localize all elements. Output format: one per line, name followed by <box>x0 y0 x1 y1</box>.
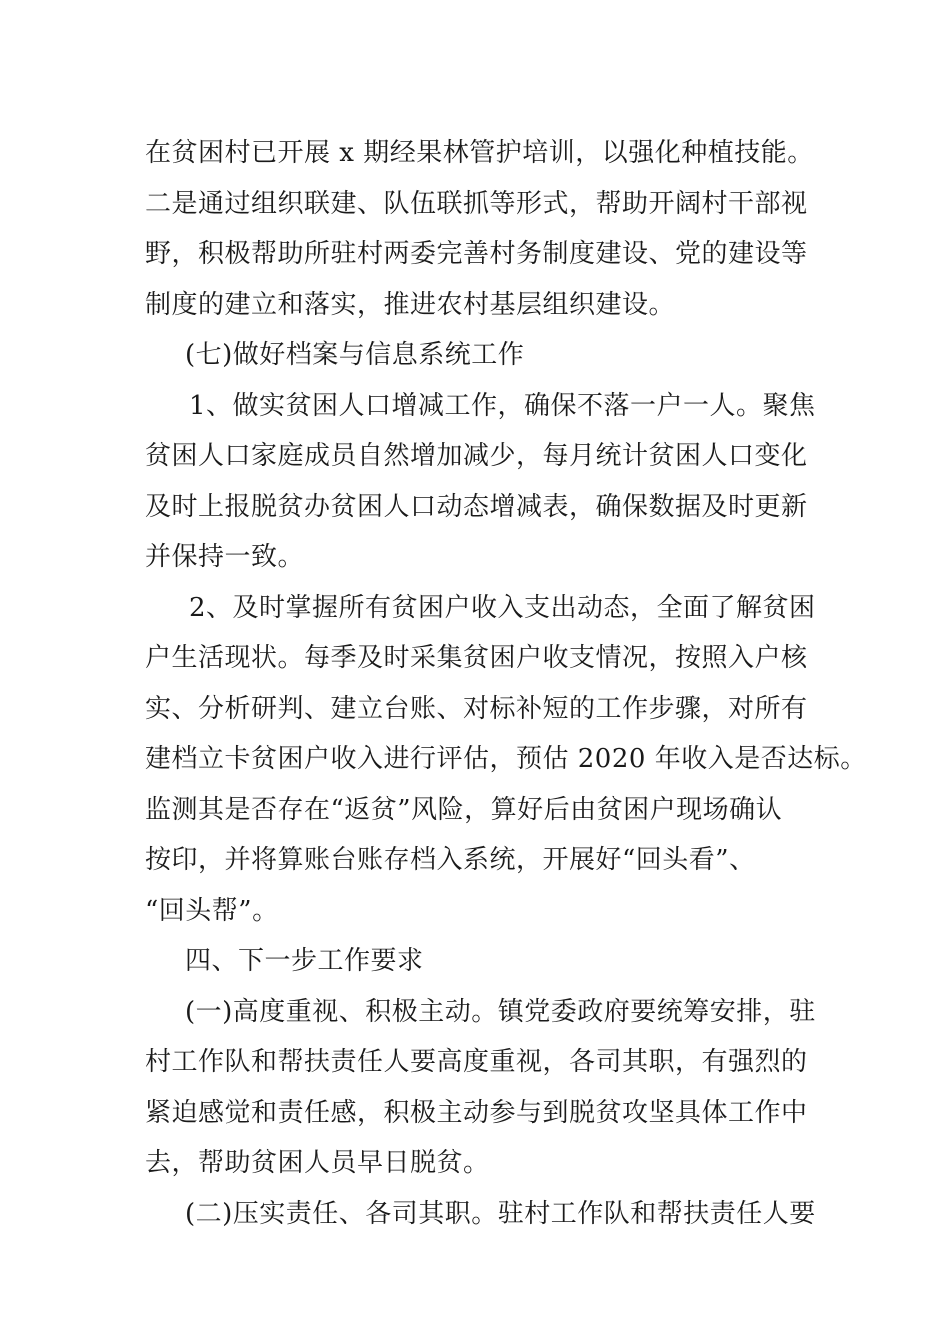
text-line: 在贫困村已开展 x 期经果林管护培训，以强化种植技能。 <box>145 138 814 168</box>
text-line: 按印，并将算账台账存档入系统，开展好“回头看”、 <box>145 845 756 875</box>
paragraph-start: (二)压实责任、各司其职。驻村工作队和帮扶责任人要 <box>185 1198 816 1229</box>
paragraph-start: 2、及时掌握所有贫困户收入支出动态，全面了解贫困 <box>189 592 816 623</box>
text-line: “回头帮”。 <box>145 895 279 926</box>
text-line: 监测其是否存在“返贫”风险，算好后由贫困户现场确认 <box>145 794 783 825</box>
text-line: 村工作队和帮扶责任人要高度重视，各司其职，有强烈的 <box>145 1047 808 1077</box>
text-line: 去，帮助贫困人员早日脱贫。 <box>145 1148 490 1178</box>
text-line: 制度的建立和落实，推进农村基层组织建设。 <box>145 289 676 320</box>
paragraph-start: 1、做实贫困人口增减工作，确保不落一户一人。聚焦 <box>189 390 816 421</box>
text-line: 野，积极帮助所驻村两委完善村务制度建设、党的建设等 <box>145 239 808 269</box>
section-heading: 四、下一步工作要求 <box>185 946 424 976</box>
text-line: 建档立卡贫困户收入进行评估，预估 2020 年收入是否达标。 <box>145 744 867 774</box>
paragraph-start: (一)高度重视、积极主动。镇党委政府要统筹安排，驻 <box>185 996 816 1027</box>
document-body <box>145 128 867 1239</box>
text-line: 并保持一致。 <box>145 542 305 572</box>
section-heading: (七)做好档案与信息系统工作 <box>185 340 525 370</box>
text-line: 及时上报脱贫办贫困人口动态增减表，确保数据及时更新 <box>145 491 808 522</box>
text-line: 户生活现状。每季及时采集贫困户收支情况，按照入户核 <box>145 643 808 673</box>
text-line: 紧迫感觉和责任感，积极主动参与到脱贫攻坚具体工作中 <box>145 1097 808 1128</box>
text-line: 二是通过组织联建、队伍联抓等形式，帮助开阔村干部视 <box>145 188 808 219</box>
text-line: 贫困人口家庭成员自然增加减少，每月统计贫困人口变化 <box>145 441 808 471</box>
text-line: 实、分析研判、建立台账、对标补短的工作步骤，对所有 <box>145 693 808 724</box>
